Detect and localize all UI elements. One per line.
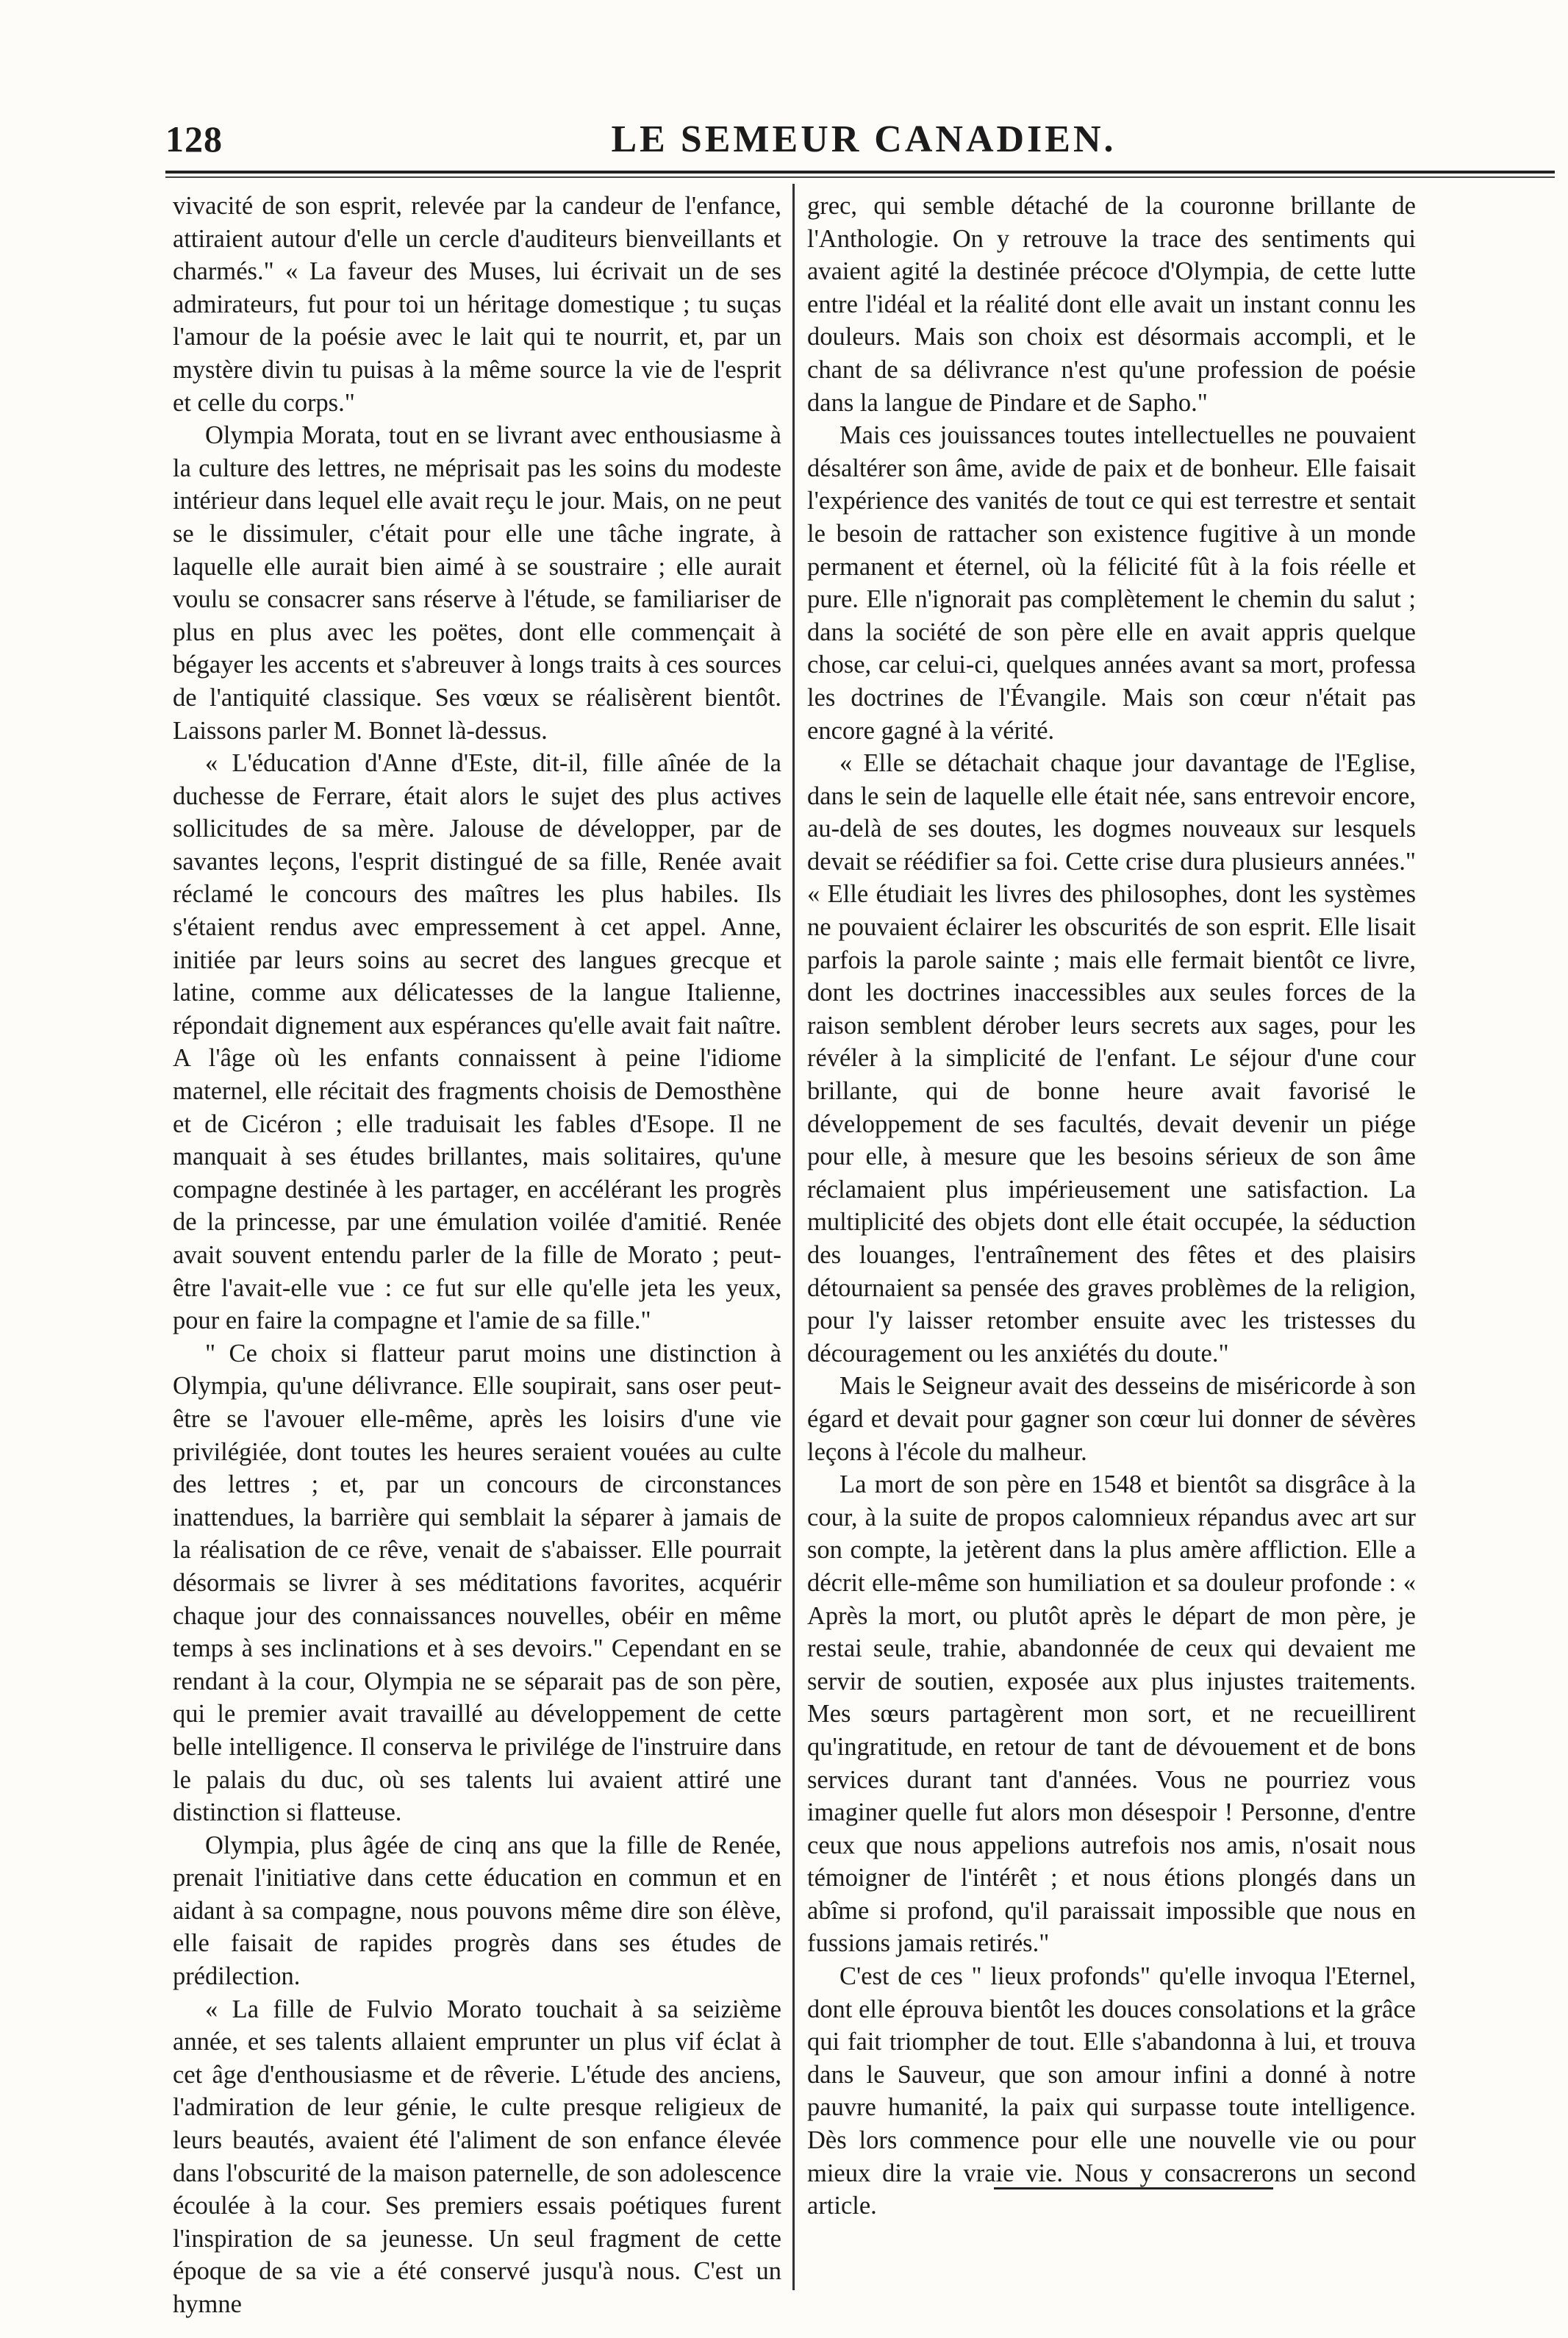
page-number: 128 <box>165 118 223 160</box>
paragraph: « La fille de Fulvio Morato touchait à sa seizième année, et ses talents allaient emprunter un plus vif éclat à cet âge d'enthousiasme et de rêverie. L'étude des anciens, l'admiration de leur génie, le culte presque religieux de leurs beautés, avaient été l'aliment de son enfance élevée dans l'obscurité de la maison paternelle, de son adolescence écoulée à la cour. Ses premiers essais poétiques furent l'inspiration de sa jeunesse. Un seul fragment de cette époque de sa vie a été conservé jusqu'à nous. C'est un hymne <box>173 1995 781 2318</box>
column-divider <box>792 184 795 2290</box>
paragraph: Olympia, plus âgée de cinq ans que la fille de Renée, prenait l'initiative dans cette éducation en commun et en aidant à sa compagne, nous pouvons même dire son élève, elle faisait de rapides progrès dans ses études de prédilection. <box>173 1831 781 1991</box>
page-header <box>165 118 1555 162</box>
paragraph: C'est de ces " lieux profonds" qu'elle invoqua l'Eternel, dont elle éprouva bientôt les douces consolations et la grâce qui fait triompher de tout. Elle s'abandonna à lui, et trouva dans le Sauveur, que son amour infini a donné à notre pauvre humanité, la paix qui surpasse toute intelligence. Dès lors commence pour elle une nouvelle vie ou pour mieux dire la vraie vie. Nous y consacrerons un second article. <box>807 1962 1416 2220</box>
header-rule-thin <box>165 176 1555 178</box>
paragraph: vivacité de son esprit, relevée par la candeur de l'enfance, attiraient autour d'elle un cercle d'auditeurs bienveillants et charmés." « La faveur des Muses, lui écrivait un de ses admirateurs, fut pour toi un héritage domestique ; tu suças l'amour de la poésie avec le lait qui te nourrit, et, par un mystère divin tu puisas à la même source la vie de l'esprit et celle du corps." <box>173 192 781 417</box>
paragraph: grec, qui semble détaché de la couronne brillante de l'Anthologie. On y retrouve la trace des sentiments qui avaient agité la destinée précoce d'Olympia, de cette lutte entre l'idéal et la réalité dont elle avait un instant connu les douleurs. Mais son choix est désormais accompli, et le chant de sa délivrance n'est qu'une profession de poésie dans la langue de Pindare et de Sapho." <box>807 192 1416 417</box>
paragraph: Mais le Seigneur avait des desseins de miséricorde à son égard et devait pour gagner son cœur lui donner de sévères leçons à l'école du malheur. <box>807 1372 1416 1466</box>
paragraph: « Elle se détachait chaque jour davantage de l'Eglise, dans le sein de laquelle elle était née, sans entrevoir encore, au-delà de ses doutes, les dogmes nouveaux sur lesquels devait se réédifier sa foi. Cette crise dura plusieurs années." « Elle étudiait les livres des philosophes, dont les systèmes ne pouvaient éclairer les obscurités de son esprit. Elle lisait parfois la parole sainte ; mais elle fermait bientôt ce livre, dont les doctrines inaccessibles aux seules forces de la raison semblent dérober leurs secrets aux sages, pour les révéler à la simplicité de l'enfant. Le séjour d'une cour brillante, qui de bonne heure avait favorisé le développement de ses facultés, devait devenir un piége pour elle, à mesure que les besoins sérieux de son âme réclamaient plus impérieusement une satisfaction. La multiplicité des objets dont elle était occupée, la séduction des louanges, l'entraînement des fêtes et des plaisirs détournaient sa pensée des graves problèmes de la religion, pour l'y laisser retomber ensuite avec les tristesses du découragement ou les anxiétés du doute." <box>807 749 1416 1368</box>
journal-title: LE SEMEUR CANADIEN. <box>611 118 1117 160</box>
paragraph: " Ce choix si flatteur parut moins une distinction à Olympia, qu'une délivrance. Elle soupirait, sans oser peut-être se l'avouer elle-même, après les loisirs d'une vie privilégiée, dont toutes les heures seraient vouées au culte des lettres ; et, par un concours de circonstances inattendues, la barrière qui semblait la séparer à jamais de la réalisation de ce rêve, venait de s'abaisser. Elle pourrait désormais se livrer à ses méditations favorites, acquérir chaque jour des connaissances nouvelles, obéir en même temps à ses inclinations et à ses devoirs." Cependant en se rendant à la cour, Olympia ne se séparait pas de son père, qui le premier avait travaillé au développement de cette belle intelligence. Il conserva le privilége de l'instruire dans le palais du duc, où ses talents lui avaient attiré une distinction si flatteuse. <box>173 1339 781 1827</box>
right-column <box>807 190 1416 2223</box>
paragraph: La mort de son père en 1548 et bientôt sa disgrâce à la cour, à la suite de propos calomnieux répandus avec art sur son compte, la jetèrent dans la plus amère affliction. Elle a décrit elle-même son humiliation et sa douleur profonde : « Après la mort, ou plutôt après le départ de mon père, je restai seule, trahie, abandonnée de ceux qui devaient me servir de soutien, exposée aux plus injustes traitements. Mes sœurs partagèrent mon sort, et ne recueillirent qu'ingratitude, en retour de tant de dévouement et de bons services durant tant d'années. Vous ne pourriez vous imaginer quelle fut alors mon désespoir ! Personne, d'entre ceux que nous appelions autrefois nos amis, n'osait nous témoigner de l'intérêt ; et nous étions plongés dans un abîme si profond, qu'il paraissait impossible que nous en fussions jamais retirés." <box>807 1470 1416 1958</box>
header-rule <box>165 171 1555 174</box>
paragraph: Olympia Morata, tout en se livrant avec enthousiasme à la culture des lettres, ne méprisait pas les soins du modeste intérieur dans lequel elle avait reçu le jour. Mais, on ne peut se le dissimuler, c'était pour elle une tâche ingrate, à laquelle elle aurait bien aimé à se soustraire ; elle aurait voulu se consacrer sans réserve à l'étude, se familiariser de plus en plus avec les poëtes, dont elle commençait à bégayer les accents et s'abreuver à longs traits à ces sources de l'antiquité classique. Ses vœux se réalisèrent bientôt. Laissons parler M. Bonnet là-dessus. <box>173 421 781 745</box>
paragraph: « L'éducation d'Anne d'Este, dit-il, fille aînée de la duchesse de Ferrare, était alors le sujet des plus actives sollicitudes de sa mère. Jalouse de développer, par de savantes leçons, l'esprit distingué de sa fille, Renée avait réclamé le concours des maîtres les plus habiles. Ils s'étaient rendus avec empressement à cet appel. Anne, initiée par leurs soins au secret des langues grecque et latine, comme aux délicatesses de la langue Italienne, répondait dignement aux espérances qu'elle avait fait naître. A l'âge où les enfants connaissent à peine l'idiome maternel, elle récitait des fragments choisis de Demosthène et de Cicéron ; elle traduisait les fables d'Esope. Il ne manquait à ses études brillantes, mais solitaires, qu'une compagne destinée à les partager, en accélérant les progrès de la princesse, par une émulation voilée d'amitié. Renée avait souvent entendu parler de la fille de Morato ; peut-être l'avait-elle vue : ce fut sur elle qu'elle jeta les yeux, pour en faire la compagne et l'amie de sa fille." <box>173 749 781 1335</box>
left-column <box>173 190 781 2321</box>
article-end-rule <box>994 2187 1273 2189</box>
paragraph: Mais ces jouissances toutes intellectuelles ne pouvaient désaltérer son âme, avide de paix et de bonheur. Elle faisait l'expérience des vanités de tout ce qui est terrestre et sentait le besoin de rattacher son existence fugitive à un monde permanent et éternel, où la félicité fût à la fois réelle et pure. Elle n'ignorait pas complètement le chemin du salut ; dans la société de son père elle en avait appris quelque chose, car celui-ci, quelques années avant sa mort, professa les doctrines de l'Évangile. Mais son cœur n'était pas encore gagné à la vérité. <box>807 421 1416 745</box>
